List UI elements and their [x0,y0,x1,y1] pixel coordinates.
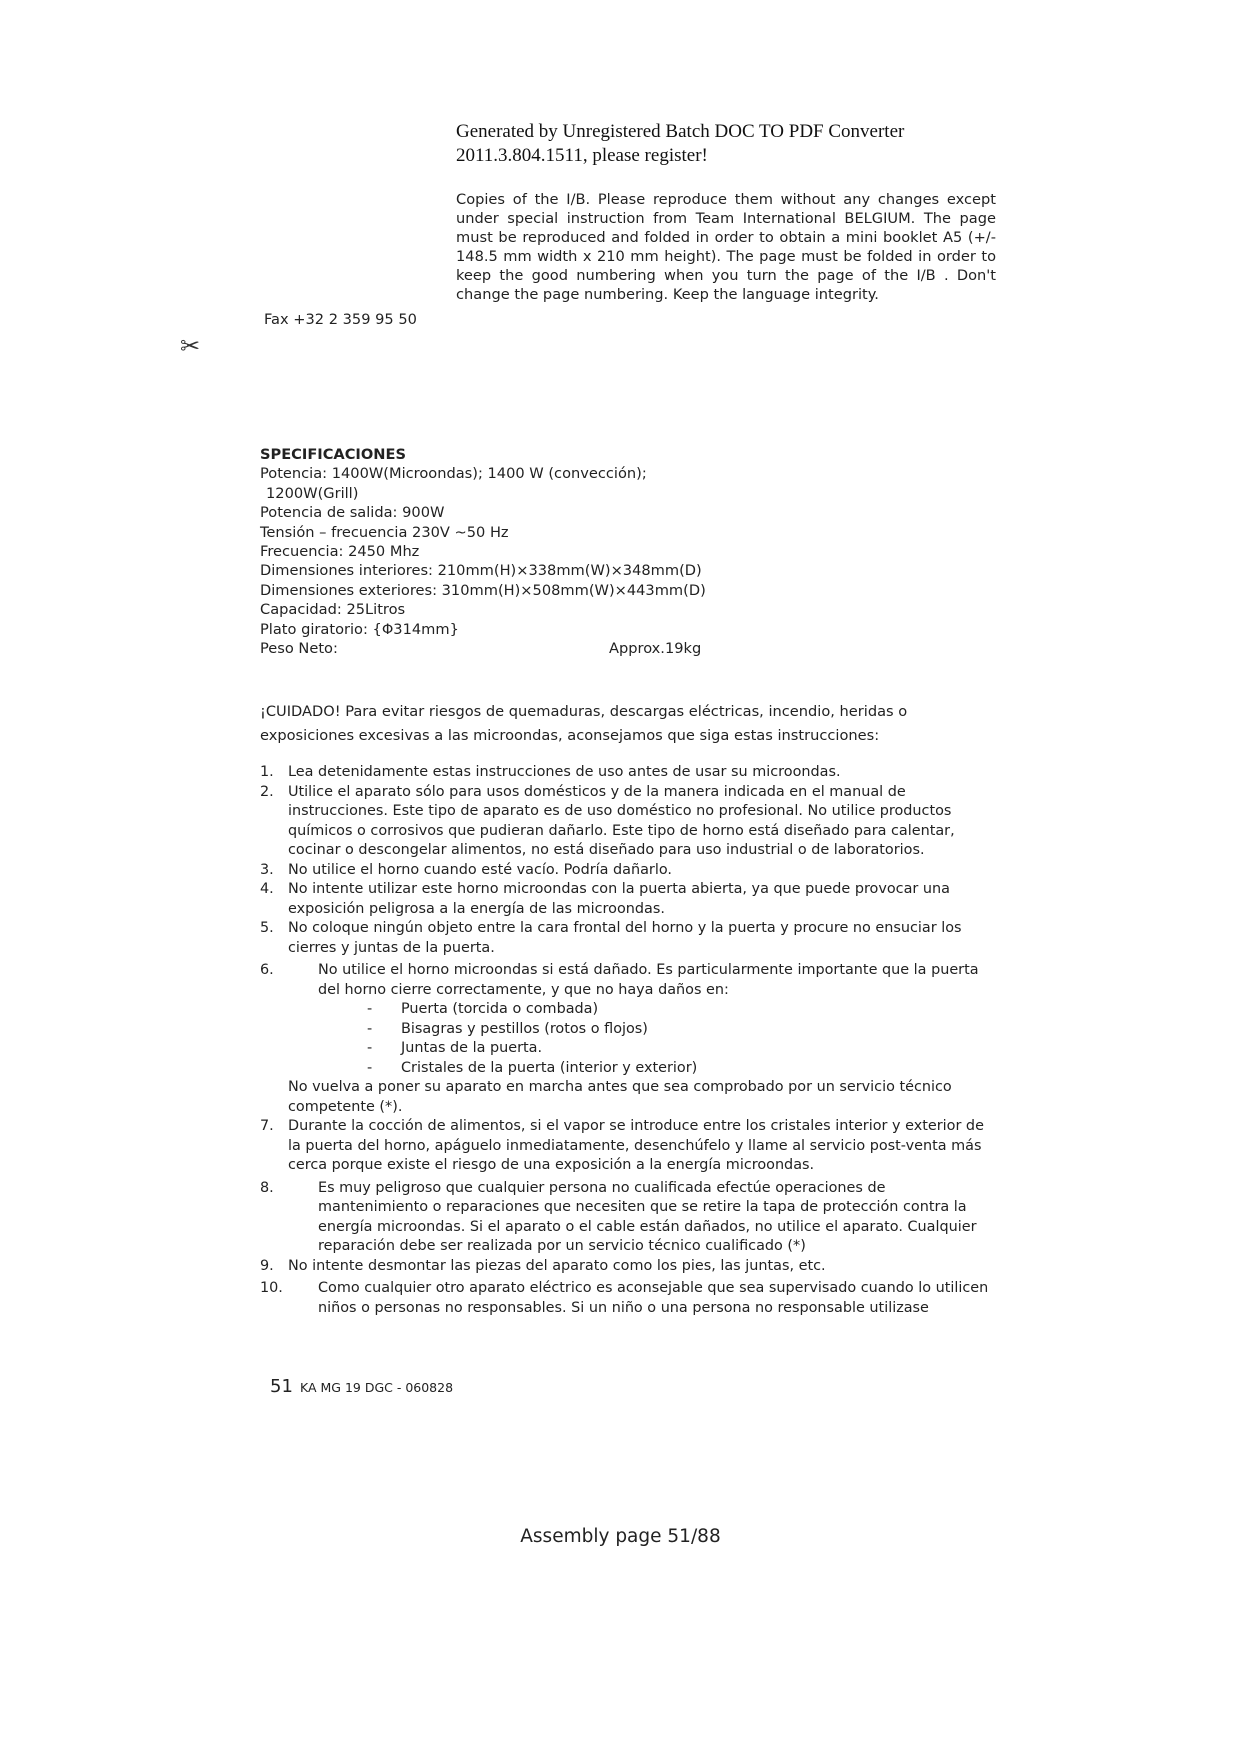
item-6-text: No utilice el horno microondas si está dañado. Es particularmente importante que la puerta del horno cierre correctamente, y que no haya daños en: [318,962,979,998]
fax-number: Fax +32 2 359 95 50 [264,311,417,328]
damage-item [260,1020,1000,1040]
dash-bullet: - [367,1059,373,1076]
item-text [288,1279,1000,1318]
dash-bullet: - [367,1001,373,1017]
item-number: 4. [260,881,274,897]
scissors-icon: ✂ [180,332,201,360]
list-item [260,880,1000,919]
item-number: 10. [260,1280,283,1296]
spec-turntable: Plato giratorio: {Φ314mm} [260,620,459,638]
list-item [260,1117,1000,1176]
item-text: No coloque ningún objeto entre la cara frontal del horno y la puerta y procure no ensuciar los cierres y juntas de la puerta. [288,920,962,956]
damage-item-text: Juntas de la puerta. [401,1040,543,1056]
converter-line-1: Generated by Unregistered Batch DOC TO PDF Converter [456,121,905,142]
list-item [260,783,1000,861]
item-number: 7. [260,1118,274,1134]
item-text: Lea detenidamente estas instrucciones de uso antes de usar su microondas. [288,764,841,780]
specifications-block [260,445,780,658]
dash-bullet: - [367,1040,373,1056]
spec-capacity: Capacidad: 25Litros [260,601,406,619]
list-item [260,1179,1000,1257]
item-10-text: Como cualquier otro aparato eléctrico es aconsejable que sea supervisado cuando lo utilicen niños o personas no responsables. Si un niño o una persona no responsable utilizase [318,1280,989,1316]
spec-weight [260,639,780,658]
caution-paragraph: ¡CUIDADO! Para evitar riesgos de quemaduras, descargas eléctricas, incendio, heridas o exposiciones excesivas a las microondas, aconsejamos que siga estas instrucciones: [260,703,908,744]
spec-voltage: Tensión – frecuencia 230V ~50 Hz [260,523,509,541]
list-item [260,1279,1000,1318]
list-item [260,919,1000,958]
item-text: Utilice el aparato sólo para usos domésticos y de la manera indicada en el manual de instrucciones. Este tipo de aparato es de uso doméstico no profesional. No utilice productos químicos o corrosivos que pudieran dañarlo. Este tipo de horno está diseñado para calentar, cocinar o descongelar alimentos, no está diseñado para uso industrial o de laboratorios. [288,783,955,858]
damage-item-text: Bisagras y pestillos (rotos o flojos) [401,1020,648,1037]
item-number: 6. [260,962,274,978]
spec-power-grill: 1200W(Grill) [266,484,359,502]
converter-line-2: 2011.3.804.1511, please register! [456,145,708,166]
assembly-page-label: Assembly page 51/88 [520,1526,721,1547]
item-6-followup [260,1078,1000,1117]
item-text: No intente desmontar las piezas del aparato como los pies, las juntas, etc. [288,1257,826,1274]
damage-item [260,1059,1000,1079]
item-number: 9. [260,1257,274,1274]
item-number: 3. [260,861,274,878]
item-number: 5. [260,920,274,936]
spec-outer-dimensions: Dimensiones exteriores: 310mm(H)×508mm(W)×443mm(D) [260,581,706,599]
instructions-list [260,763,1000,1318]
damage-item [260,1039,1000,1059]
item-text: Durante la cocción de alimentos, si el vapor se introduce entre los cristales interior y exterior de la puerta del horno, apáguelo inmediatamente, desenchúfelo y llame al servicio post-venta más cerca porque existe el riesgo de una exposición a la energía microondas. [288,1118,984,1173]
damage-item-text: Puerta (torcida o combada) [401,1001,599,1017]
item-number: 1. [260,764,274,780]
list-item [260,1257,1000,1277]
spec-weight-value: Approx.19kg [609,640,702,658]
spec-weight-label: Peso Neto: [260,640,338,658]
reproduction-notice: Copies of the I/B. Please reproduce them without any changes except under special instruction from Team International BELGIUM. The page must be reproduced and folded in order to obtain a mini booklet A5 (+/- 148.5 mm width x 210 mm height). The page must be folded in order to keep the good numbering when you turn the page of the I/B . Don't change the page numbering. Keep the language integrity. [456,191,996,303]
converter-notice-title [456,120,1016,168]
spec-power: Potencia: 1400W(Microondas); 1400 W (convección); [260,465,647,483]
item-number: 2. [260,783,274,800]
item-number: 8. [260,1179,274,1196]
spec-output: Potencia de salida: 900W [260,504,445,522]
page-number: 51 [270,1376,293,1397]
item-6-followup-text: No vuelva a poner su aparato en marcha antes que sea comprobado por un servicio técnico competente (*). [288,1079,952,1115]
spec-inner-dimensions: Dimensiones interiores: 210mm(H)×338mm(W)×348mm(D) [260,562,702,580]
list-item [260,763,1000,783]
list-item [260,961,1000,1000]
dash-bullet: - [367,1020,373,1037]
item-8-text: Es muy peligroso que cualquier persona no cualificada efectúe operaciones de mantenimiento o reparaciones que necesiten que se retire la tapa de protección contra la energía microondas. Si el aparato o el cable están dañados, no utilice el aparato. Cualquier reparación debe ser realizada por un servicio técnico cualificado (*) [318,1179,977,1254]
item-text [288,1179,1000,1257]
item-text: No intente utilizar este horno microondas con la puerta abierta, ya que puede provocar una exposición peligrosa a la energía de las microondas. [288,881,950,917]
item-text [288,961,1000,1000]
list-item [260,861,1000,881]
damage-item [260,1000,1000,1020]
damage-item-text: Cristales de la puerta (interior y exterior) [401,1059,698,1076]
spec-frequency: Frecuencia: 2450 Mhz [260,543,420,561]
item-text: No utilice el horno cuando esté vacío. Podría dañarlo. [288,861,672,878]
specifications-title: SPECIFICACIONES [260,446,406,463]
model-code: KA MG 19 DGC - 060828 [300,1380,454,1395]
